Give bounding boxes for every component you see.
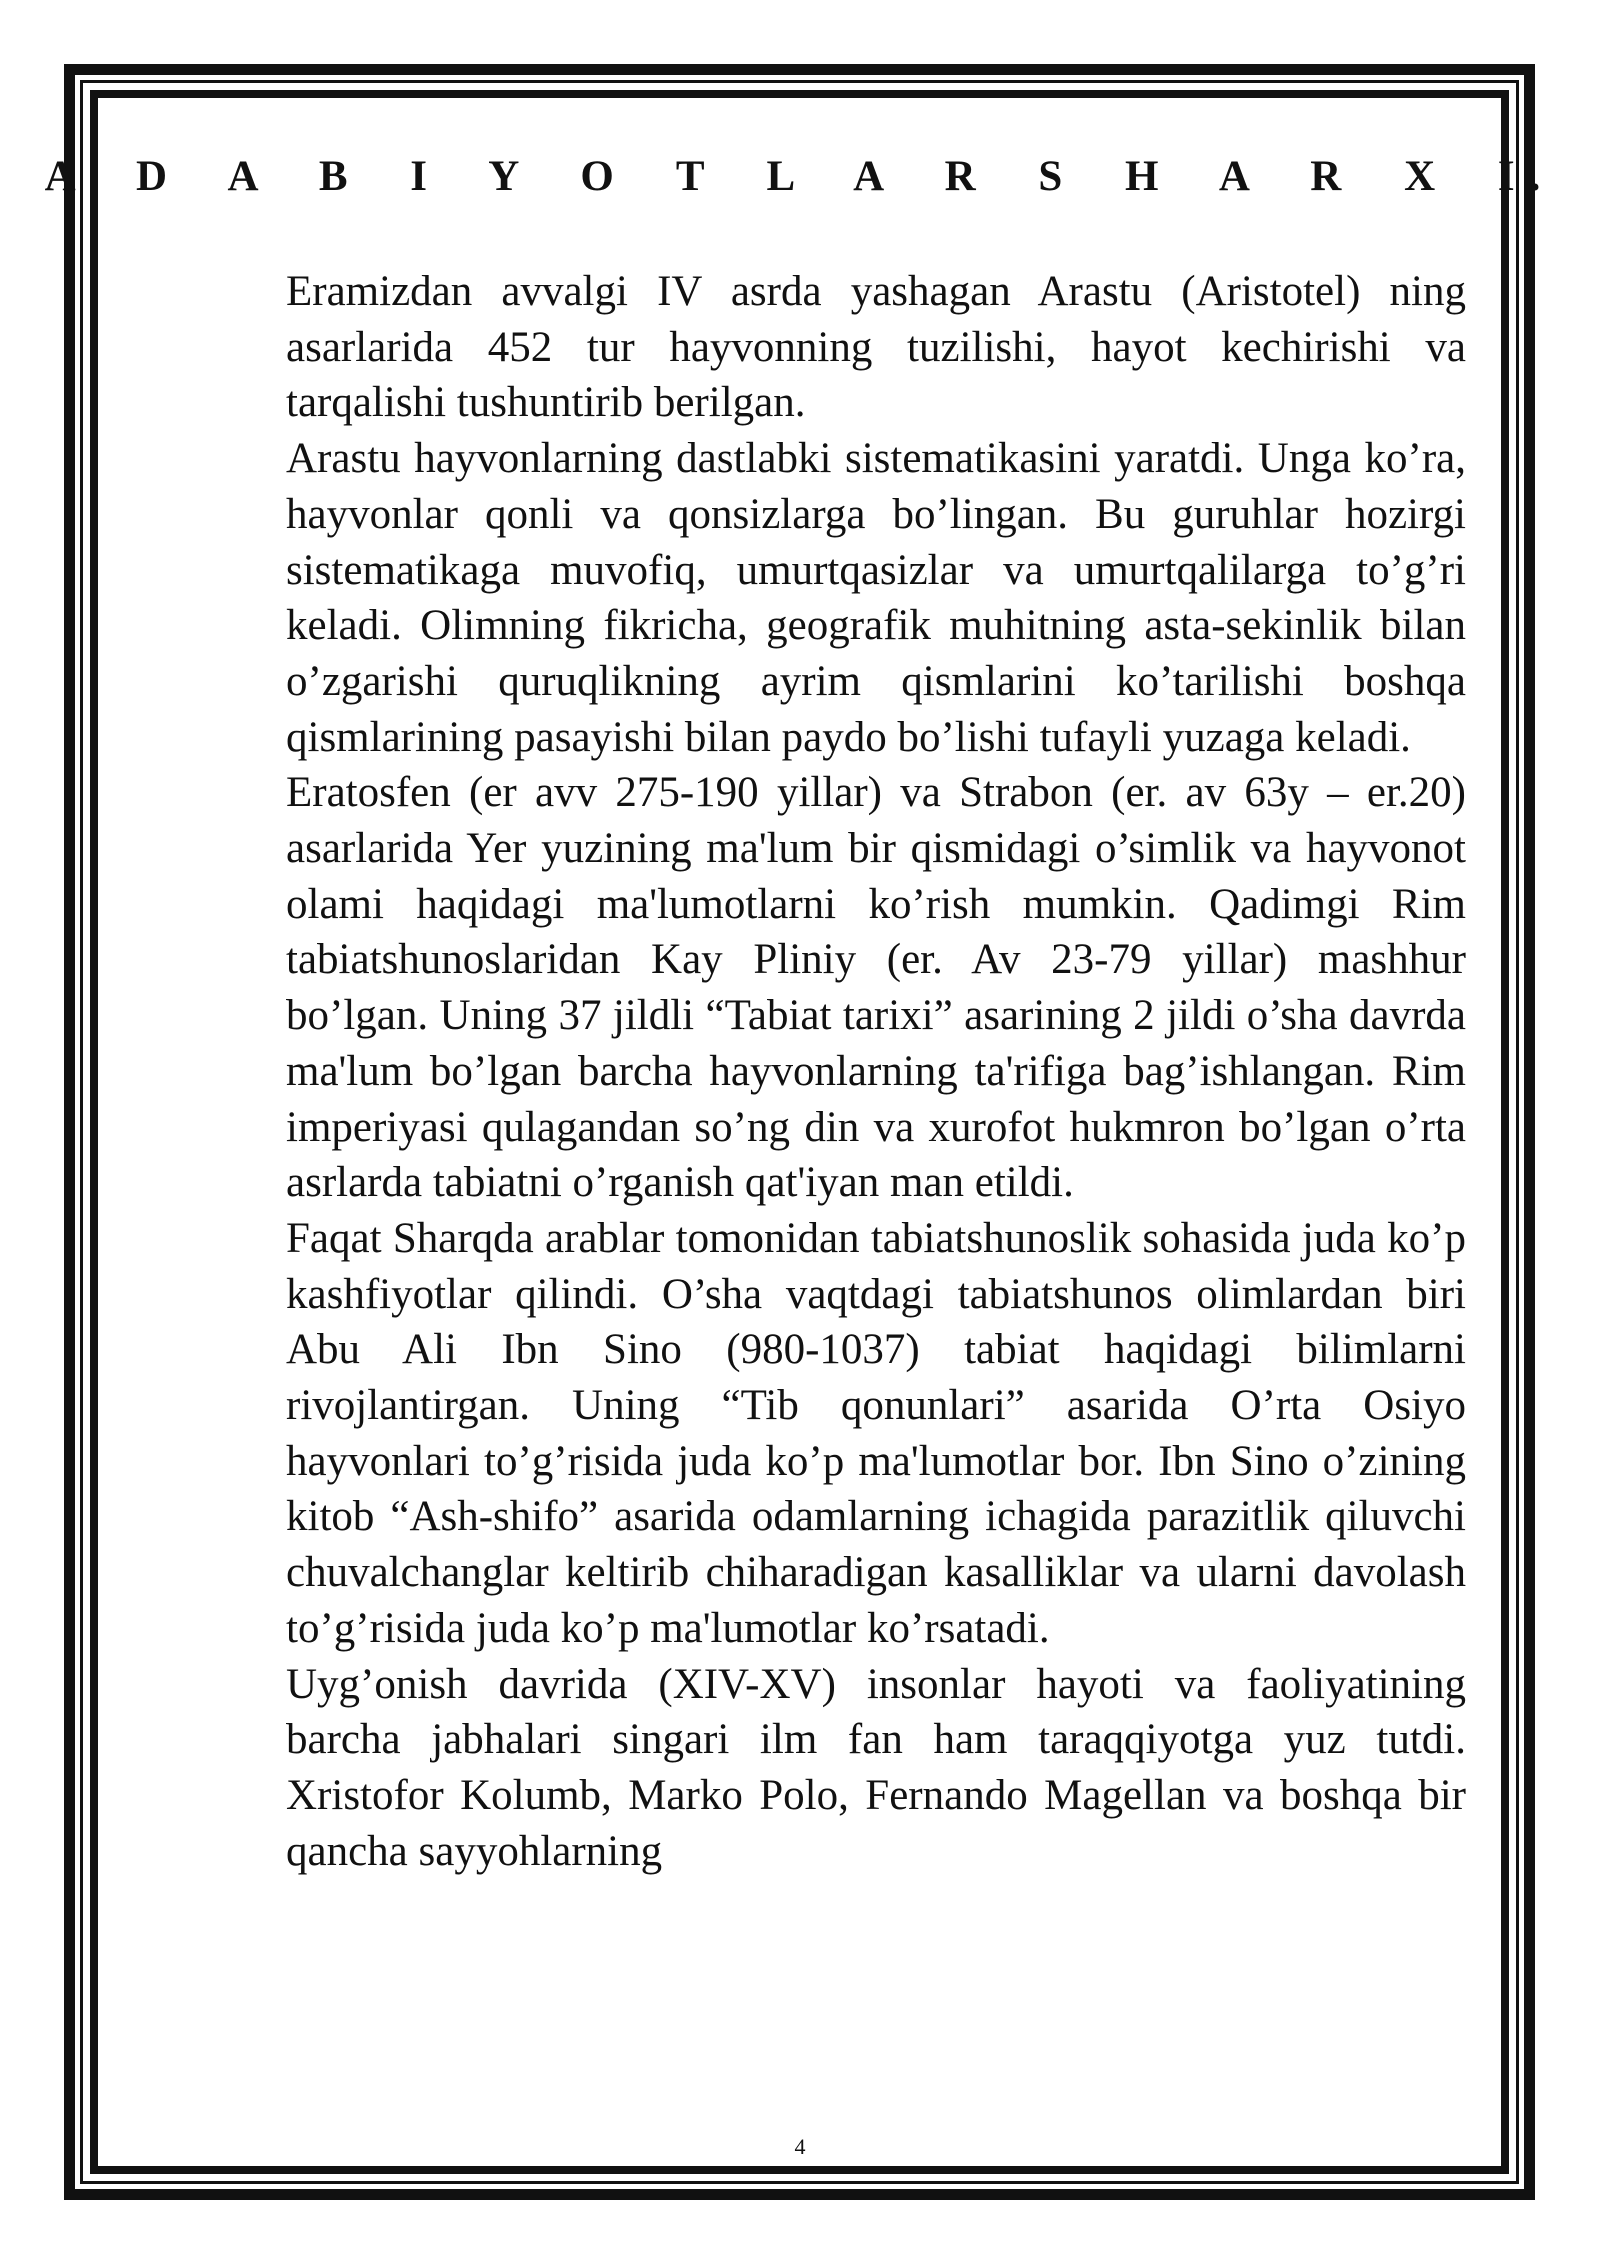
paragraph-eratosfen-strabon: Eratosfen (er avv 275-190 yillar) va Strabon (er. av 63y – er.20) asarlarida Yer yuzining ma'lum bir qismidagi o’simlik va hayvonot olami haqidagi ma'lumotlarni ko’rish mumkin. Qadimgi Rim tabiatshunoslaridan Kay Pliniy (er. Av 23-79 yillar) mashhur bo’lgan. Uning 37 jildli “Tabiat tarixi” asarining 2 jildi o’sha davrda ma'lum bo’lgan barcha hayvonlarning ta'rifiga bag’ishlangan. Rim imperiyasi qulagandan so’ng din va xurofot hukmron bo’lgan o’rta asrlarda tabiatni o’rganish qat'iyan man etildi.: [286, 769, 1466, 1207]
page-title: A D A B I Y O T L A R S H A R X I.: [44, 153, 1556, 200]
page-number: 4: [794, 2134, 806, 2159]
paragraph-uygonish: Uyg’onish davrida (XIV-XV) insonlar hayoti va faoliyatining barcha jabhalari singari ilm fan ham taraqqiyotga yuz tutdi. Xristofor Kolumb, Marko Polo, Fernando Magellan va boshqa bir qancha sayyohlarning: [286, 1660, 1466, 1875]
document-body: [286, 264, 1466, 1879]
paragraph-sharq-ibn-sino: Faqat Sharqda arablar tomonidan tabiatshunoslik sohasida juda ko’p kashfiyotlar qilindi. O’sha vaqtdagi tabiatshunos olimlardan biri Abu Ali Ibn Sino (980-1037) tabiat haqidagi bilimlarni rivojlantirgan. Uning “Tib qonunlari” asarida O’rta Osiyo hayvonlari to’g’risida juda ko’p ma'lumotlar bor. Ibn Sino o’zining kitob “Ash-shifo” asarida odamlarning ichagida parazitlik qiluvchi chuvalchanglar keltirib chiharadigan kasalliklar va ularni davolash to’g’risida juda ko’p ma'lumotlar ko’rsatadi.: [286, 1214, 1466, 1652]
paragraph-arastu-intro: Eramizdan avvalgi IV asrda yashagan Arastu (Aristotel) ning asarlarida 452 tur hayvonning tuzilishi, hayot kechirishi va tarqalishi tushuntirib berilgan.: [286, 268, 1466, 427]
paragraph-arastu-classification: Arastu hayvonlarning dastlabki sistematikasini yaratdi. Unga ko’ra, hayvonlar qonli va qonsizlarga bo’lingan. Bu guruhlar hozirgi sistematikaga muvofiq, umurtqasizlar va umurtqalilarga to’g’ri keladi. Olimning fikricha, geografik muhitning asta-sekinlik bilan o’zgarishi quruqlikning ayrim qismlarini ko’tarilishi boshqa qismlarining pasayishi bilan paydo bo’lishi tufayli yuzaga keladi.: [286, 435, 1466, 761]
